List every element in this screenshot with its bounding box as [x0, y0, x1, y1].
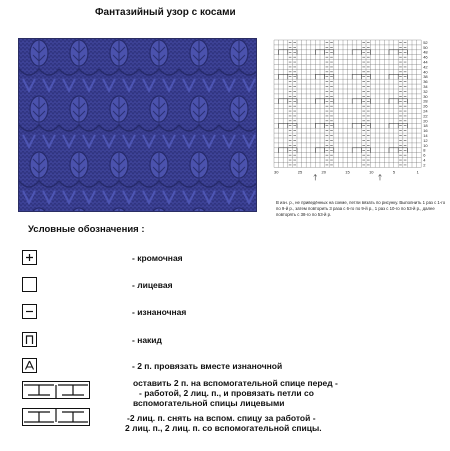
chart-row-number: 8: [423, 147, 426, 153]
chart-repeat-arrow: [314, 174, 317, 180]
chart-instructions: В изн. р., не приведённых на схеме, петли вязать по рисунку. Выполнить 1 раз с 1-го по 9-й р., затем повторить 3 раза с 6-го по 9-й р., 1 раз с 10-го по 53-й р., далее повторять с 38-го по 53-й р.: [276, 200, 446, 217]
chart-col-number: 1: [416, 169, 419, 175]
chart-row-number: 18: [423, 123, 428, 129]
legend-title: Условные обозначения :: [28, 224, 145, 235]
legend-label-cable-back: -2 лиц. п. снять на вспом. спицу за работой - 2 лиц. п., 2 лиц. п. со вспомогательной спицы.: [125, 413, 322, 433]
knitting-chart-grid: [272, 38, 438, 188]
chart-row-number: 12: [423, 137, 428, 143]
chart-col-number: 10: [369, 169, 374, 175]
legend-label-yarn-over: - накид: [132, 335, 162, 345]
chart-row-number: 22: [423, 113, 428, 119]
chart-repeat-arrow: [378, 174, 381, 180]
chart-row-number: 46: [423, 54, 428, 60]
chart-row-number: 30: [423, 93, 428, 99]
chart-row-number: 6: [423, 152, 426, 158]
chart-col-number: 5: [392, 169, 396, 175]
chart-row-number: 38: [423, 74, 428, 80]
chart-row-number: 40: [423, 69, 428, 75]
chart-row-number: 28: [423, 98, 428, 104]
chart-col-number: 20: [321, 169, 326, 175]
chart-row-number: 24: [423, 108, 428, 114]
knitted-swatch-image: [19, 39, 257, 212]
chart-row-number: 36: [423, 79, 428, 85]
selvage-icon: [22, 250, 37, 265]
chart-row-number: 20: [423, 118, 428, 124]
chart-row-number: 48: [423, 49, 428, 55]
cable-back-icon: [22, 408, 90, 426]
legend-label-selvage: - кромочная: [132, 253, 183, 263]
chart-row-number: 42: [423, 64, 428, 70]
chart-row-number: 52: [423, 39, 428, 45]
chart-col-number: 15: [345, 169, 350, 175]
chart-row-number: 34: [423, 84, 428, 90]
cable-front-icon: [22, 381, 90, 399]
chart-row-number: 14: [423, 133, 428, 139]
chart-col-number: 30: [274, 169, 279, 175]
chart-row-number: 16: [423, 128, 428, 134]
legend-label-cable-front: оставить 2 п. на вспомогательной спице перед - - работой, 2 лиц. п., и провязать петли со вспомогательной спицы лицевыми: [133, 378, 338, 408]
chart-row-number: 32: [423, 88, 428, 94]
page-title: Фантазийный узор с косами: [95, 7, 236, 18]
legend-label-purl: - изнаночная: [132, 307, 187, 317]
chart-row-number: 26: [423, 103, 428, 109]
chart-row-number: 4: [423, 157, 426, 163]
knitted-swatch-photo: [18, 38, 257, 212]
purl-two-together-icon: [22, 358, 37, 373]
chart-col-number: 25: [297, 169, 303, 175]
purl-icon: [22, 304, 37, 319]
legend-label-knit: - лицевая: [132, 280, 173, 290]
chart-row-number: 44: [423, 59, 428, 65]
yarn-over-icon: [22, 332, 37, 347]
legend-label-purl-two-together: - 2 п. провязать вместе изнаночной: [132, 361, 283, 371]
knitting-chart: [272, 38, 438, 188]
chart-row-number: 50: [423, 44, 428, 50]
knit-icon: [22, 277, 37, 292]
chart-row-number: 2: [423, 162, 426, 168]
chart-row-number: 10: [423, 142, 428, 148]
